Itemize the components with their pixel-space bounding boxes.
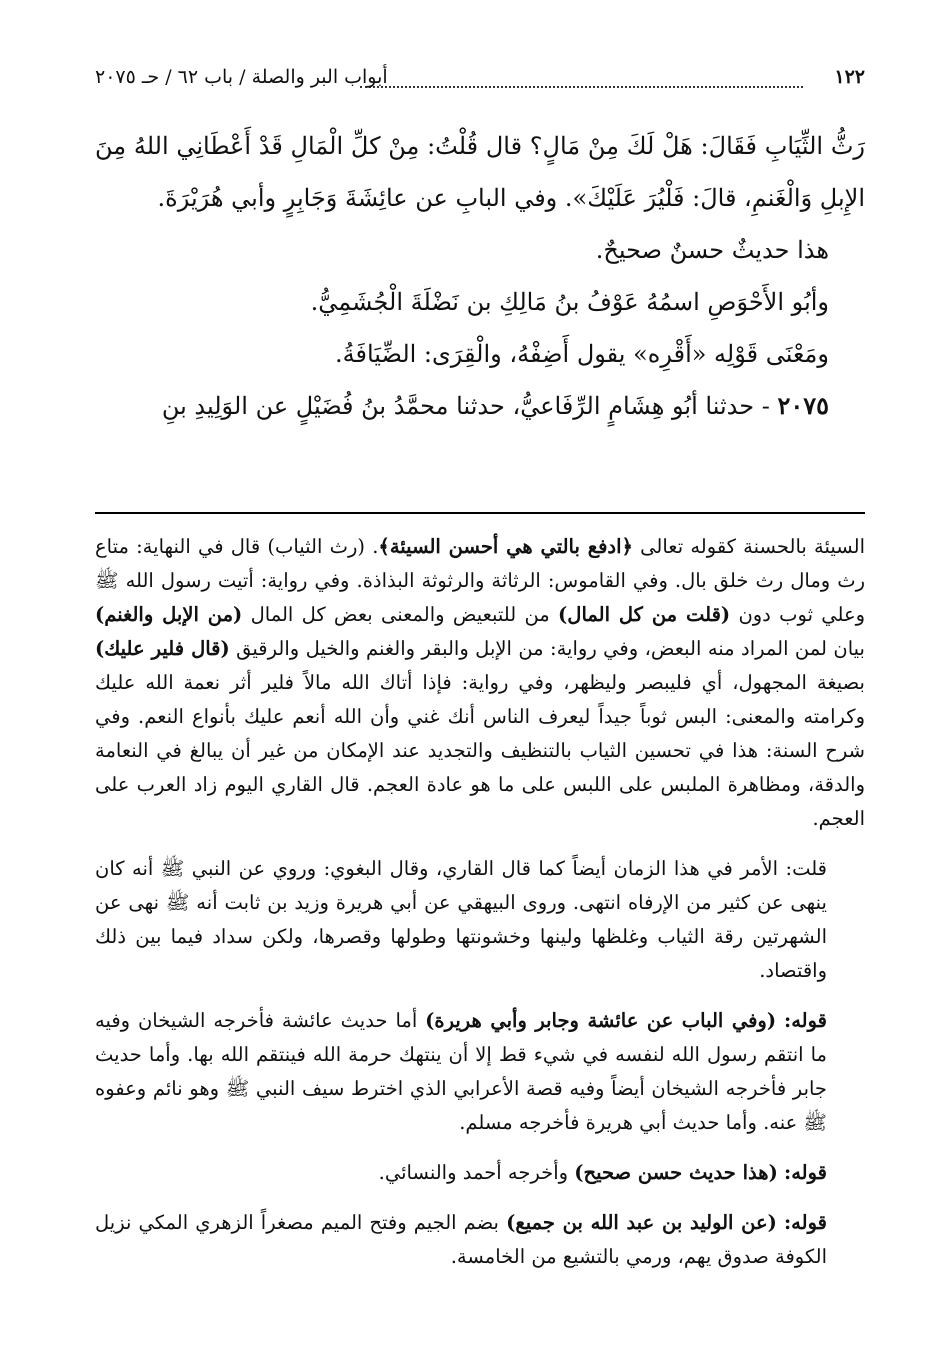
c1-i: بصيغة المجهول، أي فليبصر وليظهر، وفي رواية: فإذا أتاك الله مالاً فلير أثر نعمة الله عليك وكرامته والمعنى: البس ثوباً جيداً ليعرف الناس أنك غني وأن الله أنعم عليك بأنواع النعم. وفي شرح السنة: هذا في تحسين الثياب بالتنظيف والتجديد عند الإمكان من غير أن يبالغ في النعامة والدقة، ومظاهرة الملبس على اللبس على ما هو عادة العجم. قال القاري اليوم زاد العرب على العجم. — [95, 671, 865, 830]
hadith-number: ٢٠٧٥ — [777, 391, 829, 420]
commentary-paragraph-4 — [95, 1156, 865, 1190]
running-head — [95, 66, 865, 100]
c1-a: السيئة بالحسنة كقوله تعالى — [640, 535, 866, 558]
c3-lemma: (وفي الباب عن عائشة وجابر وأبي هريرة) — [425, 1009, 777, 1032]
page-number: ١٢٢ — [834, 66, 865, 88]
hadith-2075 — [95, 380, 865, 432]
header-dotted-leader — [360, 86, 803, 88]
hadith-2075-text: - حدثنا أبُو هِشَامٍ الرِّفَاعيُّ، حدثنا محمَّدُ بنُ فُضَيْلٍ عن الوَلِيدِ بنِ — [161, 392, 770, 420]
hadith-paragraph-1: رَثُّ الثِّيَابِ فَقَالَ: هَلْ لَكَ مِنْ مَالٍ؟ قال قُلْتُ: مِنْ كلِّ الْمَالِ قَدْ أَعْطَانِي اللهُ مِنَ الإِبلِ وَالْغَنمِ، قالَ: فَلْيُرَ عَلَيْكَ». وفي البابِ عن عائِشَةَ وَجَابِرٍ وأبي هُرَيْرَةَ. — [95, 132, 865, 212]
c1-quran-quote: ﴿ادفع بالتي هي أحسن السيئة﴾ — [378, 535, 633, 558]
c1-lemma-3: (قال فلير عليك) — [95, 637, 230, 660]
commentary-paragraph-3 — [95, 1004, 865, 1140]
c3-label: قوله: — [784, 1009, 827, 1032]
c4-lemma: (هذا حديث حسن صحيح) — [574, 1161, 778, 1184]
running-title: أبواب البر والصلة / باب ٦٢ / حـ ٢٠٧٥ — [95, 66, 388, 88]
commentary-paragraph-2: قلت: الأمر في هذا الزمان أيضاً كما قال القاري، وقال البغوي: وروي عن النبي ﷺ أنه كان ينهى عن كثير من الإرفاه انتهى. وروى البيهقي عن أبي هريرة وزيد بن ثابت أنه ﷺ نهى عن الشهرتين رقة الثياب وغلظها ولينها وخشونتها وطولها وقصرها، ولكن سداد فيما بين ذلك واقتصاد. — [95, 857, 827, 982]
c5-label: قوله: — [783, 1211, 827, 1234]
hadith-text — [95, 120, 865, 432]
c4-label: قوله: — [784, 1161, 827, 1184]
c1-e: من للتبعيض والمعنى بعض كل المال — [250, 603, 550, 626]
hadith-grading: هذا حديثٌ حسنٌ صحيحٌ. — [595, 236, 829, 264]
c1-lemma-2: (من الإبل والغنم) — [95, 603, 243, 626]
c1-lemma-1: (قلت من كل المال) — [558, 603, 731, 626]
narrator-note: وأبُو الأَحْوَصِ اسمُهُ عَوْفُ بنُ مَالِكِ بن نَضْلَةَ الْجُشَمِيُّ. — [310, 288, 829, 316]
footnote-divider — [95, 512, 865, 514]
meaning-note: ومَعْنَى قَوْلِه «أَقْرِه» يقول أَضِفْهُ، والْقِرَى: الضِّيَافَةُ. — [334, 340, 829, 368]
c3-text: أما حديث عائشة فأخرجه الشيخان وفيه ما انتقم رسول الله لنفسه في شيء قط إلا أن ينتهك حرمة الله فينتقم الله بها. وأما حديث جابر فأخرجه الشيخان أيضاً وفيه قصة الأعرابي الذي اخترط سيف النبي ﷺ وهو نائم وعفوه ﷺ عنه. وأما حديث أبي هريرة فأخرجه مسلم. — [95, 1009, 827, 1134]
commentary-paragraph-5 — [95, 1206, 865, 1274]
c5-lemma: (عن الوليد بن عبد الله بن جميع) — [506, 1211, 777, 1234]
page — [95, 60, 865, 1350]
c1-g: بيان لمن المراد منه البعض، وفي رواية: من الإبل والبقر والغنم والخيل والرقيق — [236, 637, 865, 660]
commentary — [95, 530, 865, 1290]
c5-text: بضم الجيم وفتح الميم مصغراً الزهري المكي نزيل الكوفة صدوق يهم، ورمي بالتشيع من الخامسة. — [95, 1211, 827, 1268]
c1-c: . (رث الثياب) قال في النهاية: متاع رث ومال رث خلق بال. وفي القاموس: الرثاثة والرثوثة البذاذة. وفي رواية: أتيت رسول الله ﷺ وعلي ثوب دون — [95, 535, 866, 626]
commentary-paragraph-1 — [95, 530, 865, 836]
c4-text: وأخرجه أحمد والنسائي. — [378, 1161, 569, 1184]
